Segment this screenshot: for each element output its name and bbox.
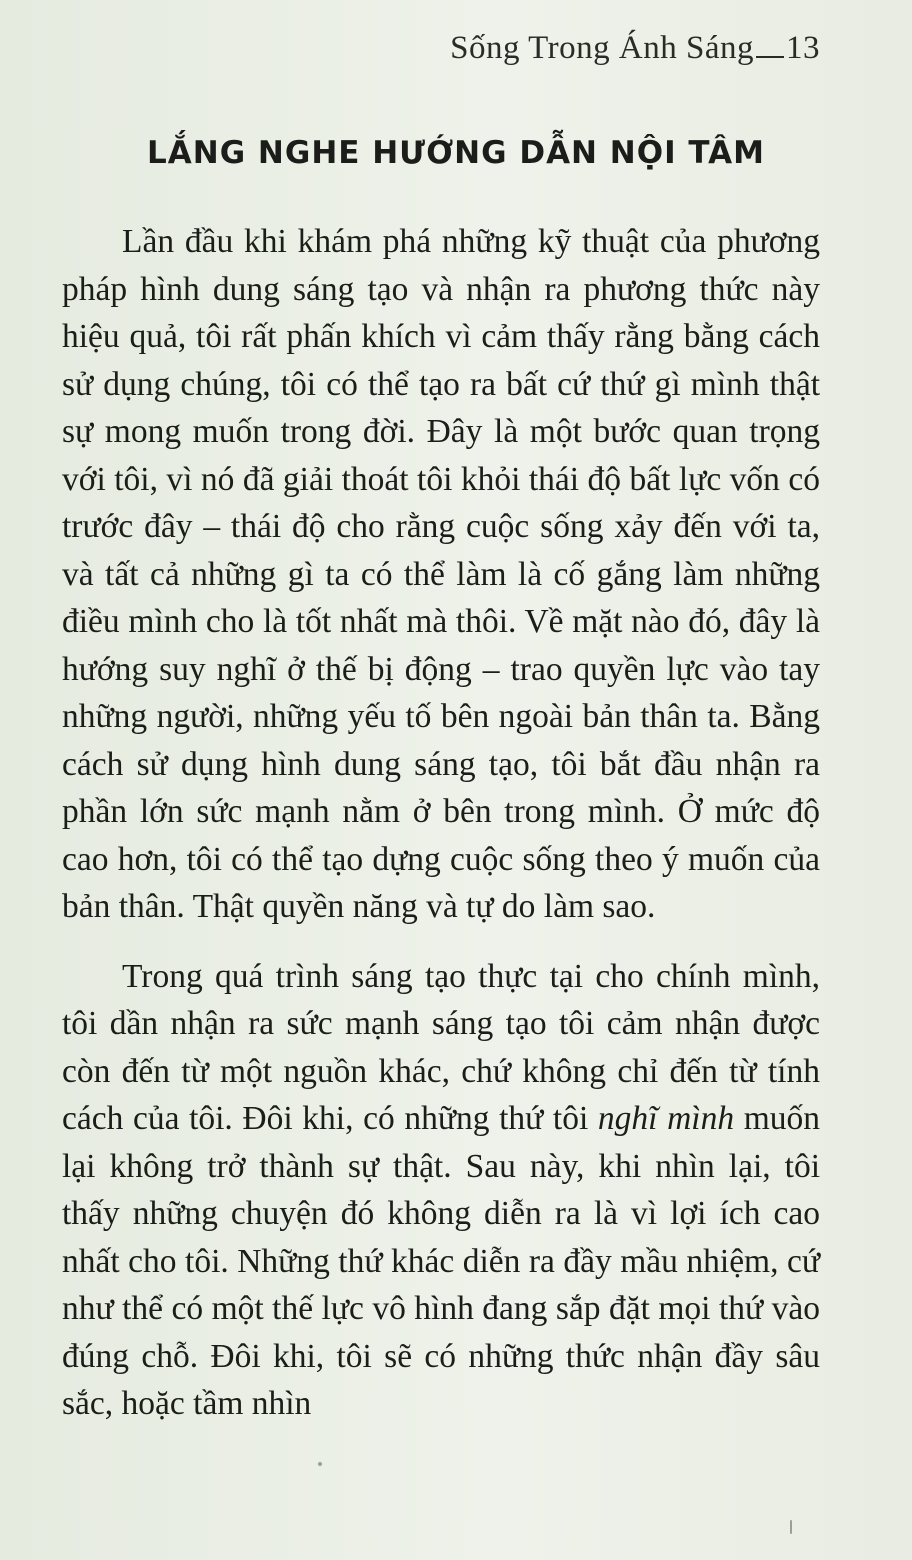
- paper-speck: [790, 1520, 792, 1534]
- paragraph-2-emphasis: nghĩ mình: [597, 1100, 735, 1137]
- header-rule: [756, 56, 784, 58]
- page-number: 13: [786, 30, 820, 66]
- paragraph-2-part-1: Trong quá trình sáng tạo thực tại cho chính mình, tôi dần nhận ra sức mạnh sáng tạo tôi cảm nhận được còn đến từ một nguồn khác, chứ không chỉ đến từ tính cách của tôi. Đôi khi, có những thứ tôi: [62, 957, 820, 1137]
- paragraph-2: [62, 953, 820, 1428]
- chapter-title: LẮNG NGHE HƯỚNG DẪN NỘI TÂM: [147, 135, 765, 171]
- running-header: [450, 30, 820, 67]
- paragraph-2-part-2: muốn lại không trở thành sự thật. Sau này, khi nhìn lại, tôi thấy những chuyện đó không diễn ra là vì lợi ích cao nhất cho tôi. Những thứ khác diễn ra đầy mầu nhiệm, cứ như thể có một thế lực vô hình đang sắp đặt mọi thứ vào đúng chỗ. Đôi khi, tôi sẽ có những thức nhận đầy sâu sắc, hoặc tầm nhìn: [62, 1100, 820, 1422]
- body-text: [62, 218, 820, 1450]
- running-title: Sống Trong Ánh Sáng: [450, 30, 754, 66]
- paragraph-1: Lần đầu khi khám phá những kỹ thuật của phương pháp hình dung sáng tạo và nhận ra phương thức này hiệu quả, tôi rất phấn khích vì cảm thấy rằng bằng cách sử dụng chúng, tôi có thể tạo ra bất cứ thứ gì mình thật sự mong muốn trong đời. Đây là một bước quan trọng với tôi, vì nó đã giải thoát tôi khỏi thái độ bất lực vốn có trước đây – thái độ cho rằng cuộc sống xảy đến với ta, và tất cả những gì ta có thể làm là cố gắng làm những điều mình cho là tốt nhất mà thôi. Về mặt nào đó, đây là hướng suy nghĩ ở thế bị động – trao quyền lực vào tay những người, những yếu tố bên ngoài bản thân ta. Bằng cách sử dụng hình dung sáng tạo, tôi bắt đầu nhận ra phần lớn sức mạnh nằm ở bên trong mình. Ở mức độ cao hơn, tôi có thể tạo dựng cuộc sống theo ý muốn của bản thân. Thật quyền năng và tự do làm sao.: [62, 223, 820, 925]
- paper-speck: [318, 1462, 322, 1466]
